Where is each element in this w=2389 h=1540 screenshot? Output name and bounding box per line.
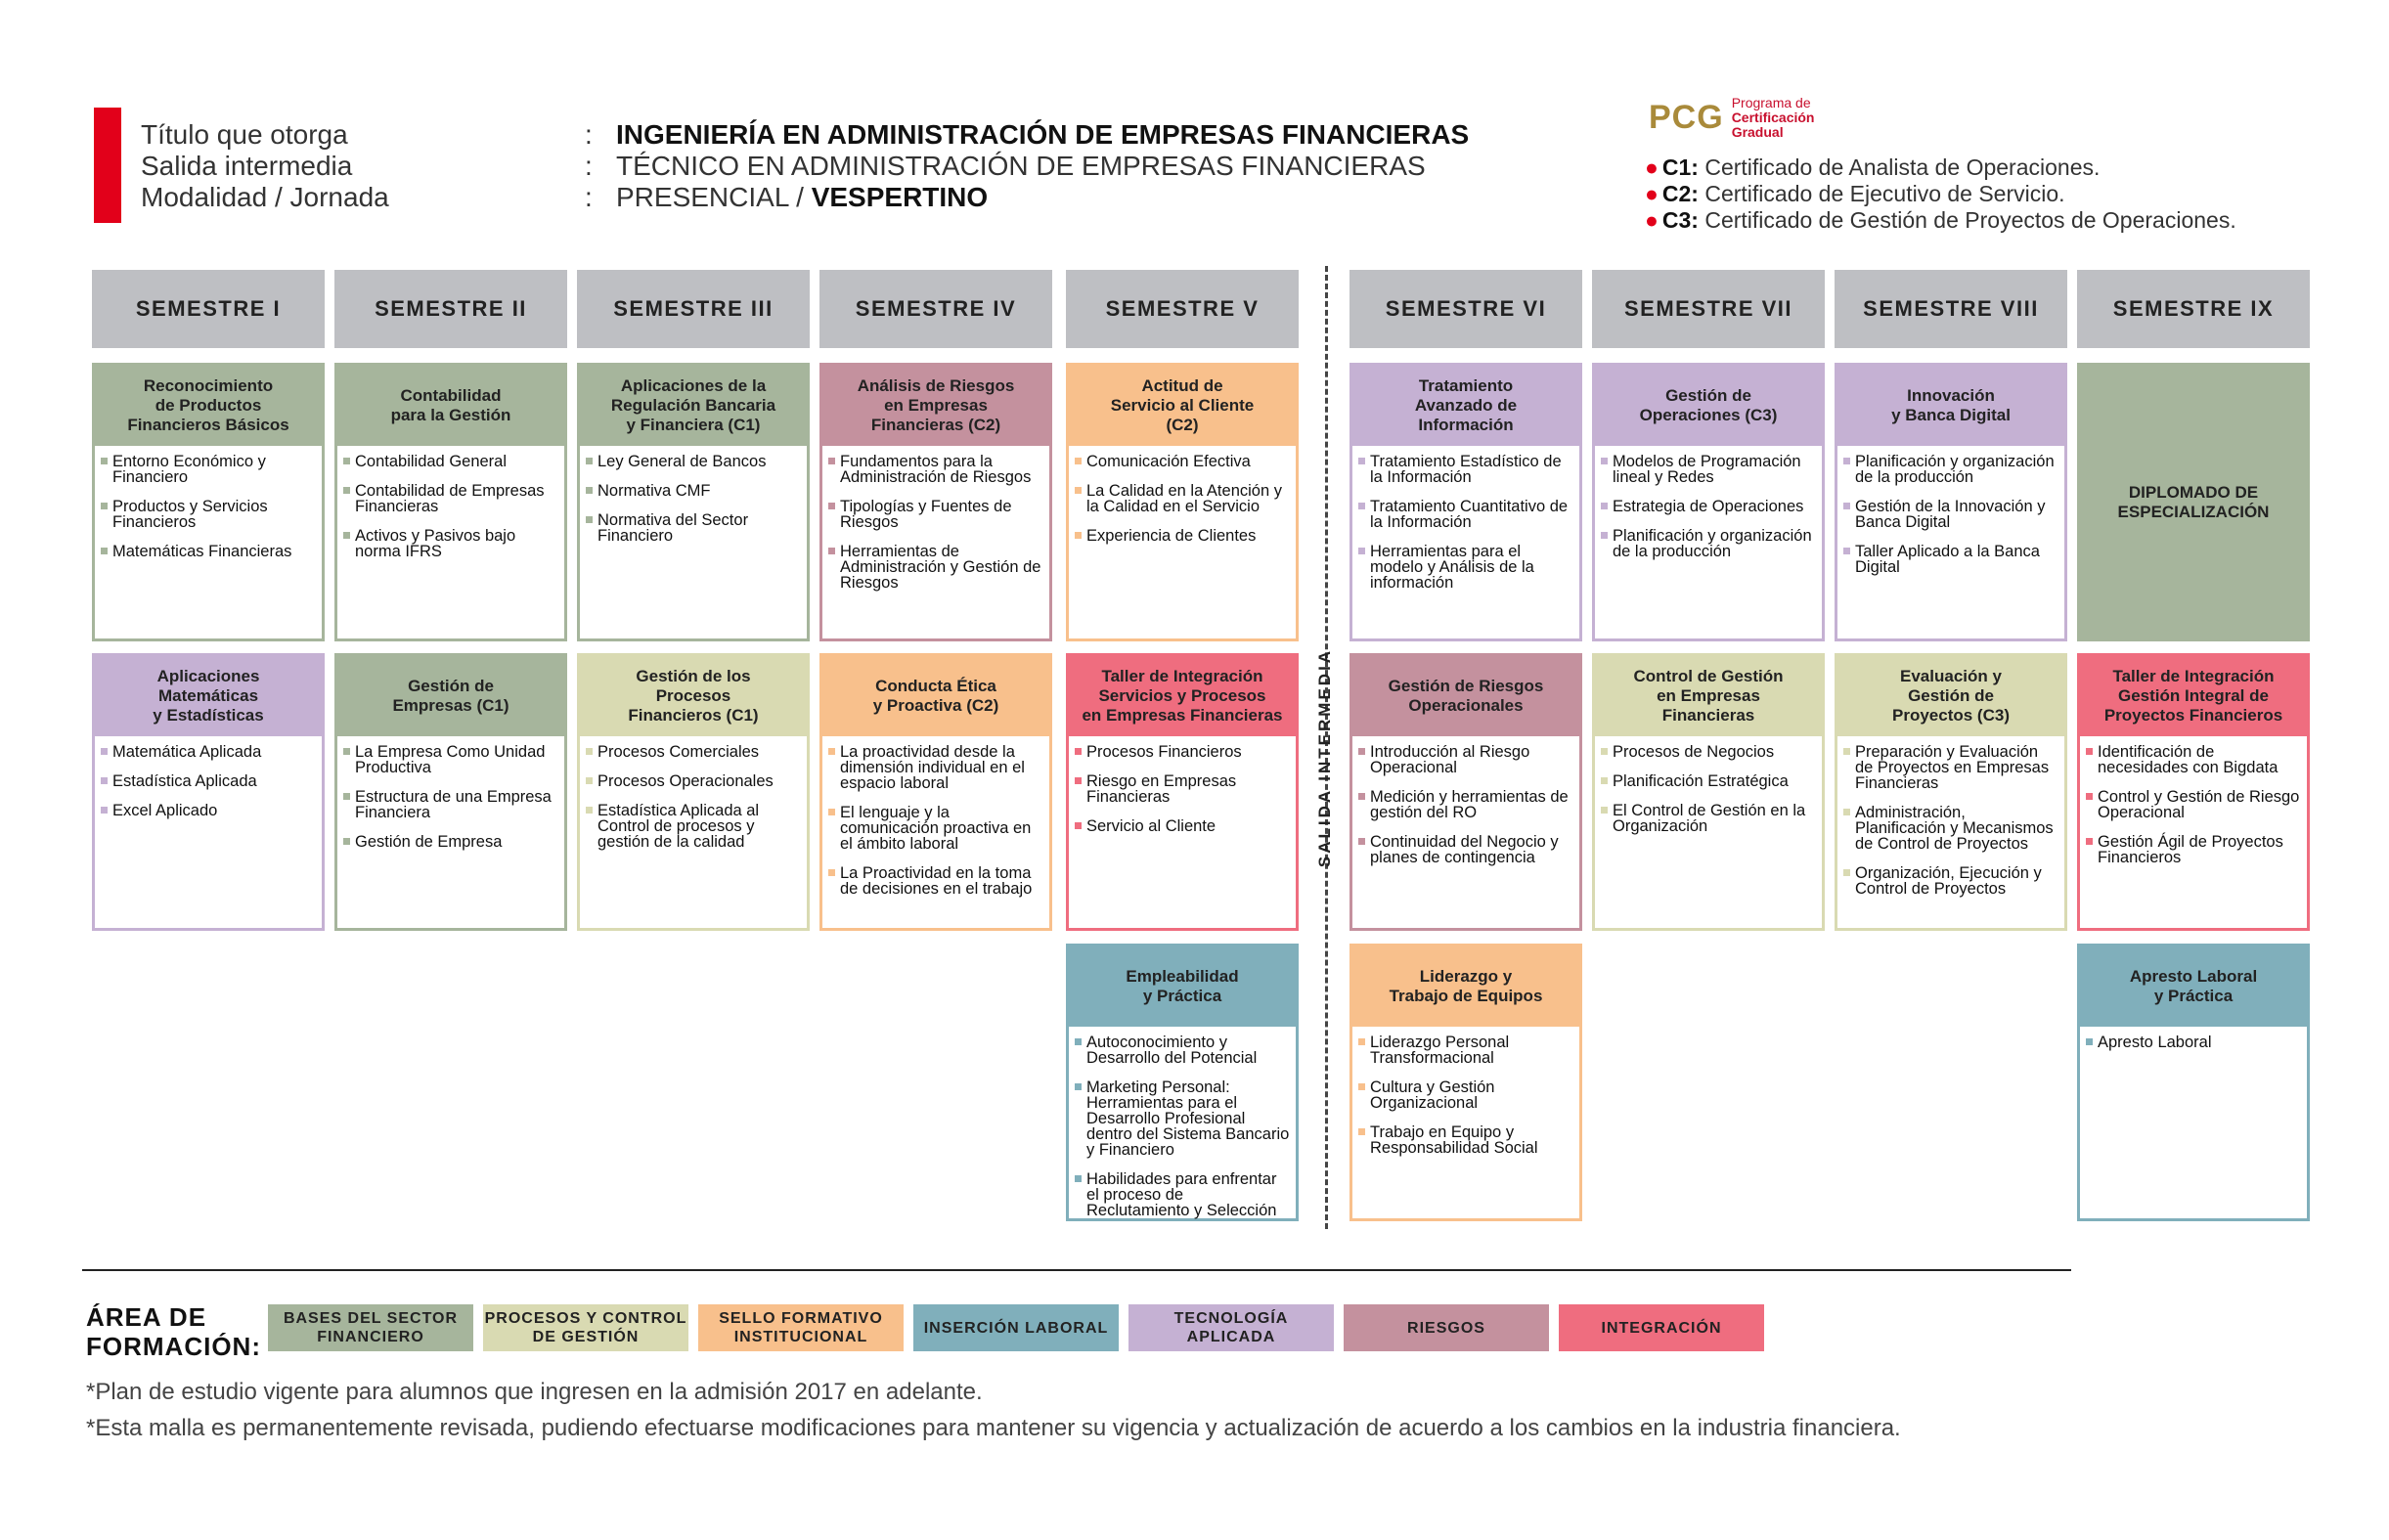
course-topic: La Proactividad en la toma de decisiones en el trabajo bbox=[828, 865, 1043, 897]
course-topic: Comunicación Efectiva bbox=[1075, 454, 1290, 469]
course-title: Gestión de Riesgos Operacionales bbox=[1352, 656, 1579, 736]
course-topic: Activos y Pasivos bajo norma IFRS bbox=[343, 528, 558, 559]
course-topic: Planificación Estratégica bbox=[1601, 773, 1816, 789]
cert-text: Certificado de Gestión de Proyectos de Operaciones. bbox=[1698, 207, 2236, 233]
course-topic: Tipologías y Fuentes de Riesgos bbox=[828, 499, 1043, 530]
course-title: Tratamiento Avanzado de Información bbox=[1352, 366, 1579, 446]
pcg-logo-text bbox=[1732, 96, 1815, 140]
course-box-gestion-de-los bbox=[577, 653, 810, 931]
semester-header-3: SEMESTRE III bbox=[577, 270, 810, 348]
separator-line bbox=[82, 1269, 2071, 1271]
pcg-logo-mark: PCG bbox=[1649, 99, 1724, 136]
course-topic-list bbox=[1069, 736, 1296, 834]
legend-title: ÁREA DE FORMACIÓN: bbox=[86, 1302, 261, 1361]
modality bbox=[616, 182, 1469, 213]
semester-header-8: SEMESTRE VIII bbox=[1835, 270, 2067, 348]
course-box-diplomado-de bbox=[2077, 363, 2310, 641]
course-box-gestion-de bbox=[334, 653, 567, 931]
colon: : bbox=[585, 151, 593, 181]
course-topic: Cultura y Gestión Organizacional bbox=[1358, 1079, 1573, 1111]
pcg-logo bbox=[1649, 96, 1815, 140]
legend-item-tecnologia: TECNOLOGÍA APLICADA bbox=[1128, 1304, 1334, 1351]
course-topic: Medición y herramientas de gestión del RO bbox=[1358, 789, 1573, 820]
bullet-icon: ● bbox=[1645, 154, 1659, 180]
course-topic: El lenguaje y la comunicación proactiva en el ámbito laboral bbox=[828, 805, 1043, 852]
course-topic-list bbox=[1352, 736, 1579, 865]
course-topic: Liderazgo Personal Transformacional bbox=[1358, 1034, 1573, 1066]
course-topic-list bbox=[580, 446, 807, 544]
semester-header-1: SEMESTRE I bbox=[92, 270, 325, 348]
bullet-icon: ● bbox=[1645, 181, 1659, 206]
course-topic: Experiencia de Clientes bbox=[1075, 528, 1290, 544]
colon: : bbox=[585, 119, 593, 150]
modalidad-label: Modalidad / Jornada bbox=[141, 182, 389, 212]
course-box-reconocimiento bbox=[92, 363, 325, 641]
cert-item bbox=[1645, 154, 2236, 181]
course-topic-list bbox=[1837, 446, 2064, 575]
course-topic: Ley General de Bancos bbox=[586, 454, 801, 469]
semester-header-9: SEMESTRE IX bbox=[2077, 270, 2310, 348]
course-title: Actitud de Servicio al Cliente (C2) bbox=[1069, 366, 1296, 446]
course-topic: Introducción al Riesgo Operacional bbox=[1358, 744, 1573, 775]
course-topic: Control y Gestión de Riesgo Operacional bbox=[2086, 789, 2301, 820]
course-box-aplicaciones-de-la bbox=[577, 363, 810, 641]
course-title: Contabilidad para la Gestión bbox=[337, 366, 564, 446]
pcg-line2: Certificación bbox=[1731, 110, 1815, 125]
course-box-evaluacion-y bbox=[1835, 653, 2067, 931]
course-topic: Contabilidad General bbox=[343, 454, 558, 469]
semester-header-7: SEMESTRE VII bbox=[1592, 270, 1825, 348]
course-topic: La Calidad en la Atención y la Calidad en el Servicio bbox=[1075, 483, 1290, 514]
bullet-icon: ● bbox=[1645, 207, 1659, 233]
course-box-actitud-de bbox=[1066, 363, 1299, 641]
intermediate-exit-label bbox=[1310, 647, 1340, 868]
footnote-2: *Esta malla es permanentemente revisada, pudiendo efectuarse modificaciones para mantener su vigencia y actualización de acuerdo a los cambios en la industria financiera. bbox=[86, 1415, 1901, 1441]
semester-header-2: SEMESTRE II bbox=[334, 270, 567, 348]
course-title: Reconocimiento de Productos Financieros Básicos bbox=[95, 366, 322, 446]
course-topic: Planificación y organización de la producción bbox=[1843, 454, 2058, 485]
course-topic: Procesos Operacionales bbox=[586, 773, 801, 789]
course-topic: Gestión Ágil de Proyectos Financieros bbox=[2086, 834, 2301, 865]
semester-header-5: SEMESTRE V bbox=[1066, 270, 1299, 348]
course-title: Aplicaciones Matemáticas y Estadísticas bbox=[95, 656, 322, 736]
course-topic: Productos y Servicios Financieros bbox=[101, 499, 316, 530]
course-topic: Procesos Comerciales bbox=[586, 744, 801, 760]
course-title: Aplicaciones de la Regulación Bancaria y Financiera (C1) bbox=[580, 366, 807, 446]
cert-item bbox=[1645, 207, 2236, 234]
course-box-gestion-de-riesgos bbox=[1349, 653, 1582, 931]
course-topic: Estadística Aplicada al Control de procesos y gestión de la calidad bbox=[586, 803, 801, 850]
semester-header-6: SEMESTRE VI bbox=[1349, 270, 1582, 348]
course-topic: Autoconocimiento y Desarrollo del Potencial bbox=[1075, 1034, 1290, 1066]
course-topic: Identificación de necesidades con Bigdata bbox=[2086, 744, 2301, 775]
course-topic: Estadística Aplicada bbox=[101, 773, 316, 789]
course-title: Empleabilidad y Práctica bbox=[1069, 946, 1296, 1027]
course-title: Innovación y Banca Digital bbox=[1837, 366, 2064, 446]
course-topic: Herramientas para el modelo y Análisis de la información bbox=[1358, 544, 1573, 591]
course-topic-list bbox=[337, 736, 564, 850]
course-box-analisis-de-riesgos bbox=[819, 363, 1052, 641]
course-topic: Entorno Económico y Financiero bbox=[101, 454, 316, 485]
course-title: Taller de Integración Gestión Integral de Proyectos Financieros bbox=[2080, 656, 2307, 736]
course-title: Gestión de Operaciones (C3) bbox=[1595, 366, 1822, 446]
course-topic: Gestión de la Innovación y Banca Digital bbox=[1843, 499, 2058, 530]
course-topic: Herramientas de Administración y Gestión de Riesgos bbox=[828, 544, 1043, 591]
course-topic-list bbox=[2080, 1027, 2307, 1050]
course-box-liderazgo-y bbox=[1349, 944, 1582, 1221]
legend-item-procesos: PROCESOS Y CONTROL DE GESTIÓN bbox=[483, 1304, 688, 1351]
course-topic: Habilidades para enfrentar el proceso de Reclutamiento y Selección bbox=[1075, 1171, 1290, 1218]
degree-title: INGENIERÍA EN ADMINISTRACIÓN DE EMPRESAS FINANCIERAS bbox=[616, 119, 1470, 150]
title-label: Título que otorga bbox=[141, 119, 348, 150]
course-topic-list bbox=[1837, 736, 2064, 897]
course-box-aplicaciones bbox=[92, 653, 325, 931]
course-title: Gestión de Empresas (C1) bbox=[337, 656, 564, 736]
schedule-value: VESPERTINO bbox=[811, 182, 989, 212]
course-topic: Apresto Laboral bbox=[2086, 1034, 2301, 1050]
course-topic: El Control de Gestión en la Organización bbox=[1601, 803, 1816, 834]
course-topic: Tratamiento Estadístico de la Información bbox=[1358, 454, 1573, 485]
course-topic: Gestión de Empresa bbox=[343, 834, 558, 850]
course-topic: Procesos Financieros bbox=[1075, 744, 1290, 760]
course-title: DIPLOMADO DE ESPECIALIZACIÓN bbox=[2080, 366, 2307, 638]
course-topic-list bbox=[1352, 1027, 1579, 1156]
course-box-taller-de-integracion bbox=[1066, 653, 1299, 931]
course-topic: Preparación y Evaluación de Proyectos en Empresas Financieras bbox=[1843, 744, 2058, 791]
legend-item-integracion: INTEGRACIÓN bbox=[1559, 1304, 1764, 1351]
course-box-innovacion bbox=[1835, 363, 2067, 641]
course-topic: Normativa CMF bbox=[586, 483, 801, 499]
course-topic-list bbox=[822, 446, 1049, 591]
course-topic: Servicio al Cliente bbox=[1075, 818, 1290, 834]
course-topic-list bbox=[2080, 736, 2307, 865]
course-box-control-de-gestion bbox=[1592, 653, 1825, 931]
course-title: Conducta Ética y Proactiva (C2) bbox=[822, 656, 1049, 736]
course-topic-list bbox=[580, 736, 807, 850]
course-topic-list bbox=[1069, 446, 1296, 544]
course-topic: Administración, Planificación y Mecanismos de Control de Proyectos bbox=[1843, 805, 2058, 852]
course-topic: La proactividad desde la dimensión individual en el espacio laboral bbox=[828, 744, 1043, 791]
pcg-line1: Programa de bbox=[1731, 95, 1811, 110]
legend-item-sello: SELLO FORMATIVO INSTITUCIONAL bbox=[698, 1304, 904, 1351]
course-box-gestion-de bbox=[1592, 363, 1825, 641]
course-topic-list bbox=[337, 446, 564, 559]
legend-item-insercion: INSERCIÓN LABORAL bbox=[913, 1304, 1119, 1351]
course-topic: Estrategia de Operaciones bbox=[1601, 499, 1816, 514]
course-box-taller-de-integracion bbox=[2077, 653, 2310, 931]
course-topic: Excel Aplicado bbox=[101, 803, 316, 818]
course-topic: Riesgo en Empresas Financieras bbox=[1075, 773, 1290, 805]
course-box-empleabilidad bbox=[1066, 944, 1299, 1221]
salida-label: Salida intermedia bbox=[141, 151, 353, 181]
cert-code: C1: bbox=[1661, 154, 1699, 180]
course-title: Apresto Laboral y Práctica bbox=[2080, 946, 2307, 1027]
course-box-apresto-laboral bbox=[2077, 944, 2310, 1221]
course-topic: Continuidad del Negocio y planes de contingencia bbox=[1358, 834, 1573, 865]
legend-item-riesgos: RIESGOS bbox=[1344, 1304, 1549, 1351]
course-topic-list bbox=[1069, 1027, 1296, 1218]
legend-item-bases: BASES DEL SECTOR FINANCIERO bbox=[268, 1304, 473, 1351]
course-topic: Fundamentos para la Administración de Riesgos bbox=[828, 454, 1043, 485]
course-topic: Marketing Personal: Herramientas para el Desarrollo Profesional dentro del Sistema Bancario y Financiero bbox=[1075, 1079, 1290, 1158]
pcg-line3: Gradual bbox=[1731, 124, 1784, 140]
red-accent-bar bbox=[94, 108, 121, 223]
course-title: Control de Gestión en Empresas Financieras bbox=[1595, 656, 1822, 736]
course-topic-list bbox=[1595, 446, 1822, 559]
header-labels bbox=[141, 119, 389, 213]
header-values bbox=[616, 119, 1469, 213]
intermediate-exit-text: SALIDA INTERMEDIA bbox=[1315, 647, 1334, 868]
course-topic: Estructura de una Empresa Financiera bbox=[343, 789, 558, 820]
course-topic-list bbox=[95, 736, 322, 818]
course-topic: Tratamiento Cuantitativo de la Información bbox=[1358, 499, 1573, 530]
header-colons bbox=[585, 119, 593, 213]
course-title: Evaluación y Gestión de Proyectos (C3) bbox=[1837, 656, 2064, 736]
course-topic: Contabilidad de Empresas Financieras bbox=[343, 483, 558, 514]
modality-value: PRESENCIAL / bbox=[616, 182, 812, 212]
course-topic: Matemática Aplicada bbox=[101, 744, 316, 760]
course-title: Taller de Integración Servicios y Procesos en Empresas Financieras bbox=[1069, 656, 1296, 736]
course-topic: Procesos de Negocios bbox=[1601, 744, 1816, 760]
course-topic: Planificación y organización de la producción bbox=[1601, 528, 1816, 559]
course-box-tratamiento bbox=[1349, 363, 1582, 641]
cert-item bbox=[1645, 181, 2236, 207]
course-topic: La Empresa Como Unidad Productiva bbox=[343, 744, 558, 775]
cert-text: Certificado de Analista de Operaciones. bbox=[1698, 154, 2101, 180]
course-title: Liderazgo y Trabajo de Equipos bbox=[1352, 946, 1579, 1027]
course-topic: Trabajo en Equipo y Responsabilidad Social bbox=[1358, 1124, 1573, 1156]
course-topic: Taller Aplicado a la Banca Digital bbox=[1843, 544, 2058, 575]
colon: : bbox=[585, 182, 593, 212]
course-topic-list bbox=[95, 446, 322, 559]
course-box-conducta-etica bbox=[819, 653, 1052, 931]
course-title: Gestión de los Procesos Financieros (C1) bbox=[580, 656, 807, 736]
course-box-contabilidad bbox=[334, 363, 567, 641]
course-topic: Matemáticas Financieras bbox=[101, 544, 316, 559]
course-topic: Modelos de Programación lineal y Redes bbox=[1601, 454, 1816, 485]
course-topic: Normativa del Sector Financiero bbox=[586, 512, 801, 544]
cert-code: C2: bbox=[1661, 181, 1699, 206]
course-title: Análisis de Riesgos en Empresas Financieras (C2) bbox=[822, 366, 1049, 446]
course-topic: Organización, Ejecución y Control de Proyectos bbox=[1843, 865, 2058, 897]
course-topic-list bbox=[822, 736, 1049, 897]
semester-header-4: SEMESTRE IV bbox=[819, 270, 1052, 348]
course-topic-list bbox=[1595, 736, 1822, 834]
certification-list bbox=[1645, 154, 2236, 234]
footnote-1: *Plan de estudio vigente para alumnos que ingresen en la admisión 2017 en adelante. bbox=[86, 1379, 983, 1405]
intermediate-degree: TÉCNICO EN ADMINISTRACIÓN DE EMPRESAS FINANCIERAS bbox=[616, 151, 1426, 181]
course-topic-list bbox=[1352, 446, 1579, 591]
cert-code: C3: bbox=[1661, 207, 1699, 233]
cert-text: Certificado de Ejecutivo de Servicio. bbox=[1698, 181, 2065, 206]
